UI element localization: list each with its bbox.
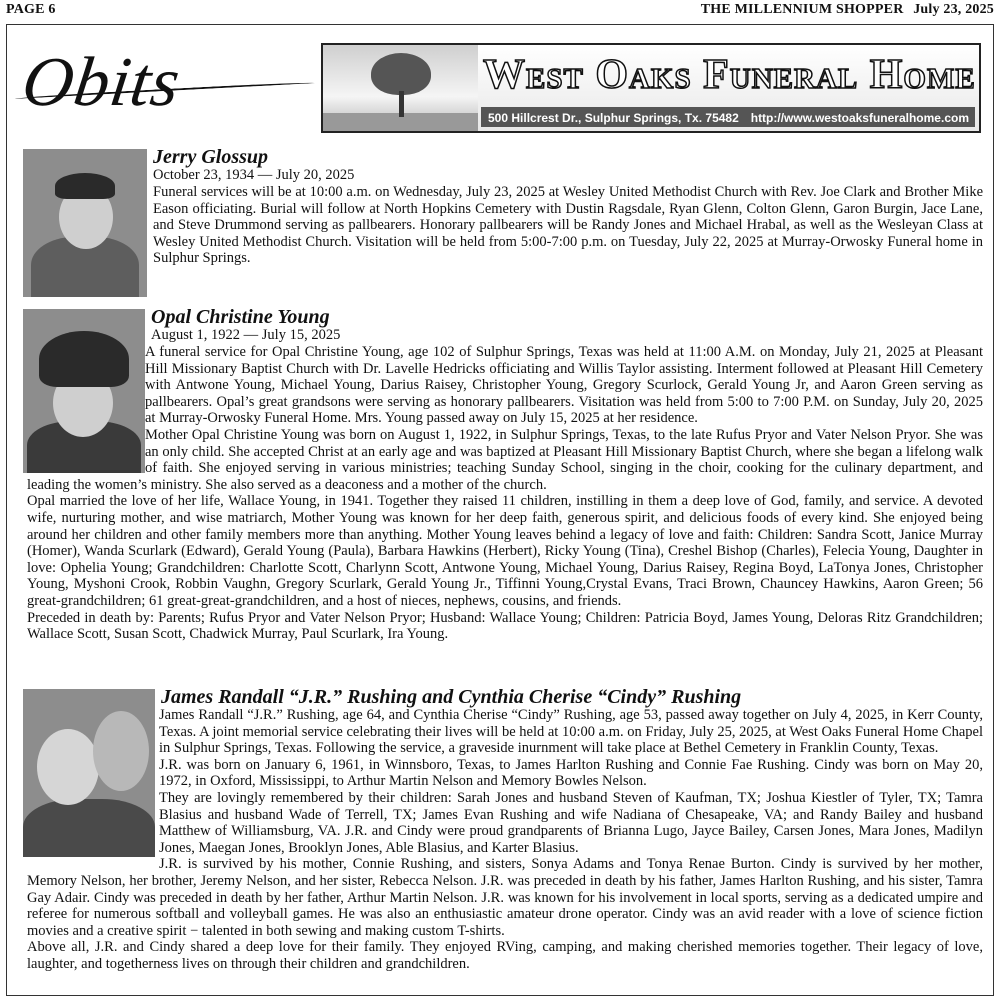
portrait-jerry-glossup <box>23 149 147 297</box>
tree-trunk <box>399 91 404 117</box>
obituary-paragraph: Funeral services will be at 10:00 a.m. on Wednesday, July 23, 2025 at Wesley United Methodist Church with Rev. Joe Clark and Brother Mike Eason officiating. Burial will follow at North Hopkins Cemetery with Dustin Ragsdale, Ryan Glenn, Colton Glenn, Garon Burgin, Jace Lane, and Steve Drummond serving as pallbearers. Honorary pallbearers will be Randy Jones and Michael Hrabal, as well as the Wesleyan Class at Wesley United Methodist Church. Visitation will be held from 5:00-7:00 p.m. on Tuesday, July 22, 2025 at Murray-Orwosky Funeral home in Sulphur Springs. <box>153 184 983 267</box>
obituary-paragraph: Above all, J.R. and Cindy shared a deep love for their family. They enjoyed RVing, camping, and making cherished memories together. Their legacy of love, laughter, and togetherness lives on through their children and grandchildren. <box>27 939 983 972</box>
obituary-jerry-glossup <box>153 147 983 267</box>
obituary-paragraph: J.R. was born on January 6, 1961, in Winnsboro, Texas, to James Harlton Rushing and Connie Fae Rushing. Cindy was born on May 20, 1972, in Oxford, Mississippi, to Arthur Martin Nelson and Memory Bowles Nelson. <box>159 756 983 790</box>
tree-icon <box>371 53 431 95</box>
obituary-dates: October 23, 1934 — July 20, 2025 <box>153 167 355 183</box>
obituary-name: James Randall “J.R.” Rushing and Cynthia Cherise “Cindy” Rushing <box>161 686 742 708</box>
obituary-paragraph: Preceded in death by: Parents; Rufus Pryor and Vater Nelson Pryor; Husband: Wallace Young; Children: Patricia Boyd, James Young, Deloras Ritz Grandchildren; Wallace Scott, Susan Scott, Chadwick Murray, Paul Scurlark, Ira Young. <box>27 609 983 643</box>
funeral-home-url[interactable]: http://www.westoaksfuneralhome.com <box>750 111 969 125</box>
obituary-paragraph: Opal married the love of her life, Wallace Young, in 1941. Together they raised 11 children, instilling in them a deep love of God, family, and service. A devoted wife, nurturing mother, and wise matriarch, Mother Young was known for her deep faith, generous spirit, and delicious foods of every kind. She enjoyed being around her children and other family members more than anything. Mother Young leaves behind a legacy of love and faith: Children: Sandra Scott, Janice Murray (Homer), Wanda Scurlark (Edward), Gerald Young (Paula), Barbara Hawkins (Herbert), Ricky Young (Tina), Creshel Bishop (Charles), Felecia Young, Daughter in love: Ophelia Young; Grandchildren: Charlotte Scott, Charlynn Scott, Antwone Young, Michael Young, Darius Raisey, Regina Boyd, LaTonya Jones, Christopher Young, Myshoni Crook, Robbin Vaughn, Gregory Scurlark, Gerald Young Jr., Tiffinni Young,Crystal Evans, Traci Brown, Chauncey Hawkins, Aaron Green; 56 great-grandchildren; 61 great-great-grandchildren, and a host of nieces, nephews, cousins, and friends. <box>27 493 983 609</box>
obituary-text <box>27 707 983 973</box>
obituary-paragraph: James Randall “J.R.” Rushing, age 64, and Cynthia Cherise “Cindy” Rushing, age 53, passed away together on July 4, 2025, in Kerr County, Texas. A joint memorial service celebrating their lives will be held at 10:00 a.m. on Friday, July 25, 2025, at West Oaks Funeral Home Chapel in Sulphur Springs, Texas. Following the service, a graveside inurnment will take place at Bethel Cemetery in Franklin County, Texas. <box>159 707 983 757</box>
obituary-dates: August 1, 1922 — July 15, 2025 <box>151 327 341 343</box>
masthead <box>6 2 994 20</box>
obits-page-frame <box>6 24 994 996</box>
funeral-home-name: West Oaks Funeral Home <box>483 52 976 98</box>
section-title: Obits <box>17 44 186 121</box>
obituary-rushing <box>27 687 983 973</box>
obits-header <box>15 33 985 141</box>
obituary-paragraph: A funeral service for Opal Christine Young, age 102 of Sulphur Springs, Texas was held at 11:00 A.M. on Monday, July 21, 2025 at Pleasant Hill Missionary Baptist Church with Dr. Lavelle Hedricks officiating and Willis Taylor assisting. Interment followed at Pleasant Hill Cemetery with Antwone Young, Michael Young, Darius Raisey, Christopher Young, Gregory Scurlock, Gerald Young Jr, and Aaron Green serving as pallbearers. Opal’s great grandsons were serving as honorary pallbearers. Visitation was held from 5:00 to 7:00 P.M. on Sunday, July 20, 2025 at Murray-Orwosky Funeral Home. Mrs. Young passed away on July 15, 2025 at her residence. <box>145 344 983 427</box>
obituary-text <box>153 184 983 267</box>
masthead-right <box>695 2 994 20</box>
obituary-paragraph: Mother Opal Christine Young was born on August 1, 1922, in Sulphur Springs, Texas, to the late Rufus Pryor and Vater Nelson Pryor. She was an only child. She accepted Christ at an early age and was baptized at Pleasant Hill Missionary Baptist Church, where she began a lifelong walk of faith. She enjoyed serving in various ministries; teaching Sunday School, singing in the choir, cooking for the culinary department, and leading the women’s ministry. She also served as a deaconess and a mother of the church. <box>27 426 983 493</box>
funeral-home-banner <box>321 43 981 133</box>
obituary-name: Opal Christine Young <box>151 306 330 328</box>
obituary-name: Jerry Glossup <box>153 146 269 168</box>
obituary-paragraph: J.R. is survived by his mother, Connie Rushing, and sisters, Sonya Adams and Tonya Renae Burton. Cindy is survived by her mother, Memory Nelson, her brother, Jeremy Nelson, and her sister, Rebecca Nelson. J.R. was preceded in death by his father, James Harlton Rushing, and his sister, Tamra Gay Adair. Cindy was preceded in death by her father, Arthur Martin Nelson. J.R. was known for his involvement in local sports, serving as a dedicated umpire and referee for numerous softball and volleyball games. He was also an enthusiastic amateur drone operator. Cindy was an avid reader with a love of science fiction movies and a creative spirit − talented in both sewing and making custom T-shirts. <box>27 856 983 939</box>
issue-date: July 23, 2025 <box>913 2 994 17</box>
obituary-opal-young <box>27 307 983 643</box>
paper-name: THE MILLENNIUM SHOPPER <box>700 2 904 17</box>
obituary-text <box>27 344 983 643</box>
page-number: PAGE 6 <box>6 2 56 17</box>
funeral-home-address: 500 Hillcrest Dr., Sulphur Springs, Tx. 75482 <box>488 111 739 125</box>
obituary-paragraph: They are lovingly remembered by their children: Sarah Jones and husband Steven of Kaufman, TX; Joshua Kiestler of Tyler, TX; Tamra Blasius and husband Wade of Terrell, TX; James Evan Rushing and wife Nadiana of Chesapeake, VA; and Randy Bailey and husband Matthew of Williamsburg, VA. J.R. and Cindy were proud grandparents of Brianna Lugo, Jayce Bailey, Carsen Jones, Mara Jones, Madilyn Jones, Maegan Jones, Brooklyn Jones, Able Blasius, and Karter Blasius. <box>159 789 983 856</box>
